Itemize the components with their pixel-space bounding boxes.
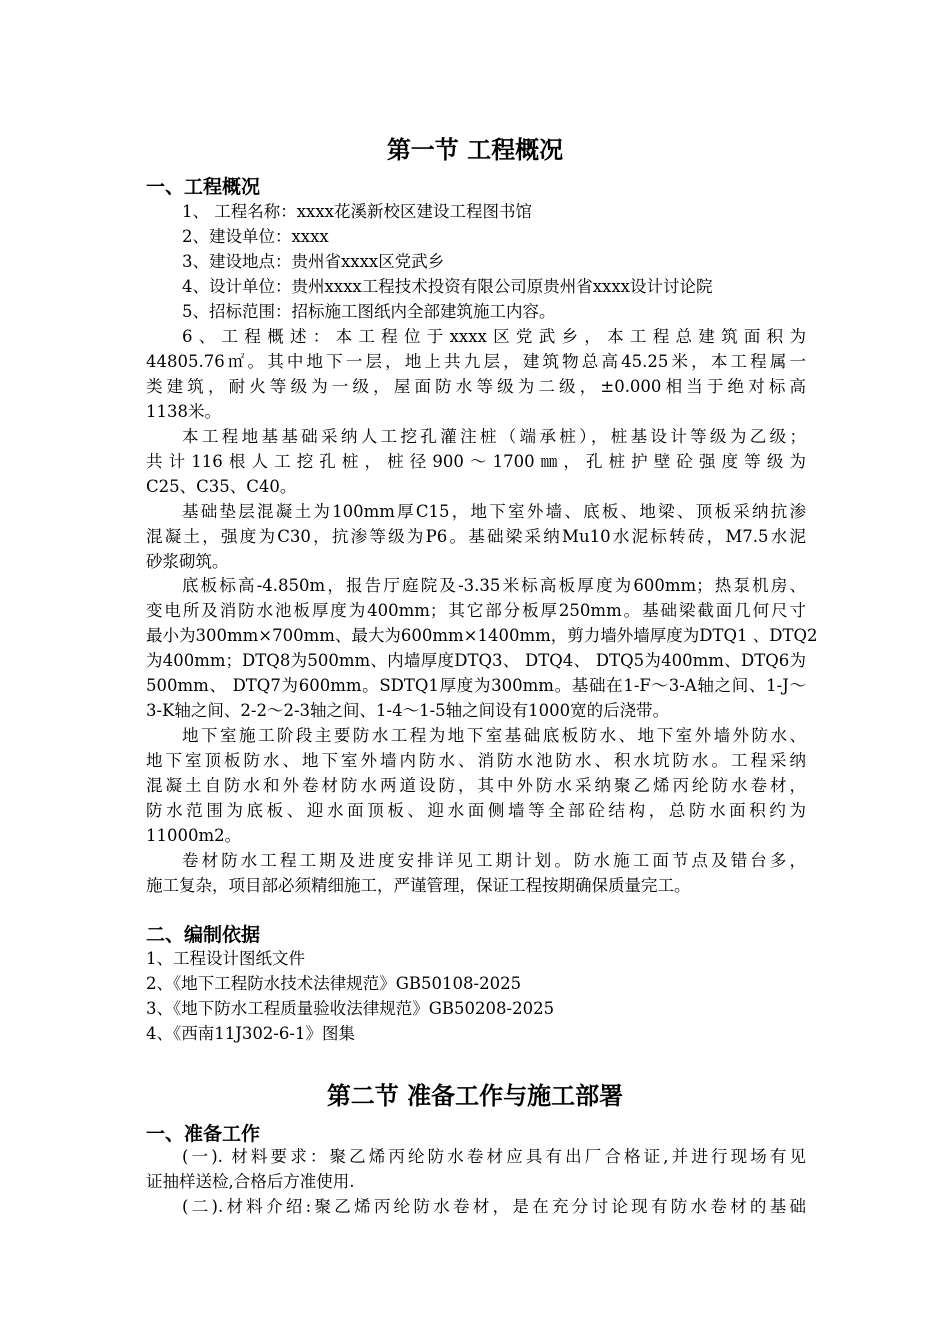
overview-item-4: 4、设计单位：贵州xxxx工程技术投资有限公司原贵州省xxxx设计讨论院: [182, 277, 713, 296]
section-1-title: 第一节 工程概况: [386, 136, 564, 164]
slab-paragraph-line: 500mm、 DTQ7为600mm。SDTQ1厚度为300mm。基础在1-F～3-A轴之间、1-J～: [146, 676, 806, 695]
waterproof-paragraph-line: 地下室施工阶段主要防水工程为地下室基础底板防水、地下室外墙外防水、: [182, 726, 806, 745]
overview-item-6-line: 类建筑，耐火等级为一级，屋面防水等级为二级，±0.000相当于绝对标高: [146, 377, 806, 396]
waterproof-paragraph-line: 防水范围为底板、迎水面顶板、迎水面侧墙等全部砼结构，总防水面积约为: [146, 801, 806, 820]
waterproof-paragraph-line: 地下室顶板防水、地下室外墙内防水、消防水池防水、积水坑防水。工程采纳: [146, 751, 806, 770]
heading-project-overview: 一、工程概况: [146, 176, 261, 198]
overview-item-6-line: 6、工程概述：本工程位于xxxx区党武乡，本工程总建筑面积为: [182, 327, 806, 346]
slab-paragraph-line: 3-K轴之间、2-2～2-3轴之间、1-4～1-5轴之间设有1000宽的后浇带。: [146, 701, 670, 720]
concrete-paragraph-line: 砂浆砌筑。: [146, 552, 229, 571]
foundation-paragraph-line: C25、C35、C40。: [146, 477, 297, 496]
schedule-paragraph-line: 卷材防水工程工期及进度安排详见工期计划。防水施工面节点及错台多，: [182, 851, 806, 870]
material-paragraph-line: 证抽样送检,合格后方准使用.: [146, 1172, 355, 1191]
slab-paragraph-line: 最小为300mm×700mm、最大为600mm×1400mm，剪力墙外墙厚度为DTQ1 、DTQ2: [146, 626, 818, 645]
concrete-paragraph-line: 混凝土，强度为C30，抗渗等级为P6。基础梁采纳Mu10水泥标转砖，M7.5水泥: [146, 527, 806, 546]
overview-item-2: 2、建设单位：xxxx: [182, 227, 329, 246]
overview-item-1: 1、 工程名称：xxxx花溪新校区建设工程图书馆: [182, 202, 532, 221]
basis-item-4: 4、《西南11J302-6-1》图集: [146, 1024, 355, 1043]
basis-item-1: 1、工程设计图纸文件: [146, 949, 305, 968]
waterproof-paragraph-line: 混凝土自防水和外卷材防水两道设防，其中外防水采纳聚乙烯丙纶防水卷材，: [146, 776, 806, 795]
schedule-paragraph-line: 施工复杂，项目部必须精细施工，严谨管理，保证工程按期确保质量完工。: [146, 876, 691, 895]
heading-preparation: 一、准备工作: [146, 1123, 261, 1145]
slab-paragraph-line: 变电所及消防水池板厚度为400mm；其它部分板厚250mm。基础梁截面几何尺寸: [146, 601, 806, 620]
overview-item-3: 3、建设地点：贵州省xxxx区党武乡: [182, 252, 445, 271]
section-2-title: 第二节 准备工作与施工部署: [326, 1082, 624, 1110]
overview-item-5: 5、招标范围：招标施工图纸内全部建筑施工内容。: [182, 302, 556, 321]
basis-item-3: 3、《地下防水工程质量验收法律规范》GB50208-2025: [146, 999, 555, 1018]
material-paragraph-line: (二).材料介绍:聚乙烯丙纶防水卷材，是在充分讨论现有防水卷材的基础: [182, 1197, 806, 1216]
overview-item-6-line: 1138米。: [146, 402, 221, 421]
basis-item-2: 2、《地下工程防水技术法律规范》GB50108-2025: [146, 974, 522, 993]
foundation-paragraph-line: 共计116根人工挖孔桩，桩径900～1700㎜，孔桩护壁砼强度等级为: [146, 452, 806, 471]
waterproof-paragraph-line: 11000m2。: [146, 826, 242, 845]
concrete-paragraph-line: 基础垫层混凝土为100mm厚C15，地下室外墙、底板、地梁、顶板采纳抗渗: [182, 502, 806, 521]
overview-item-6-line: 44805.76㎡。其中地下一层，地上共九层，建筑物总高45.25米，本工程属一: [146, 352, 806, 371]
slab-paragraph-line: 为400mm；DTQ8为500mm、内墙厚度DTQ3、 DTQ4、 DTQ5为400mm、DTQ6为: [146, 651, 806, 670]
material-paragraph-line: (一). 材料要求：聚乙烯丙纶防水卷材应具有出厂合格证,并进行现场有见: [182, 1147, 806, 1166]
heading-compilation-basis: 二、编制依据: [146, 924, 261, 946]
slab-paragraph-line: 底板标高-4.850m，报告厅庭院及-3.35米标高板厚度为600mm；热泵机房、: [182, 576, 806, 595]
foundation-paragraph-line: 本工程地基基础采纳人工挖孔灌注桩（端承桩），桩基设计等级为乙级；: [182, 427, 806, 446]
